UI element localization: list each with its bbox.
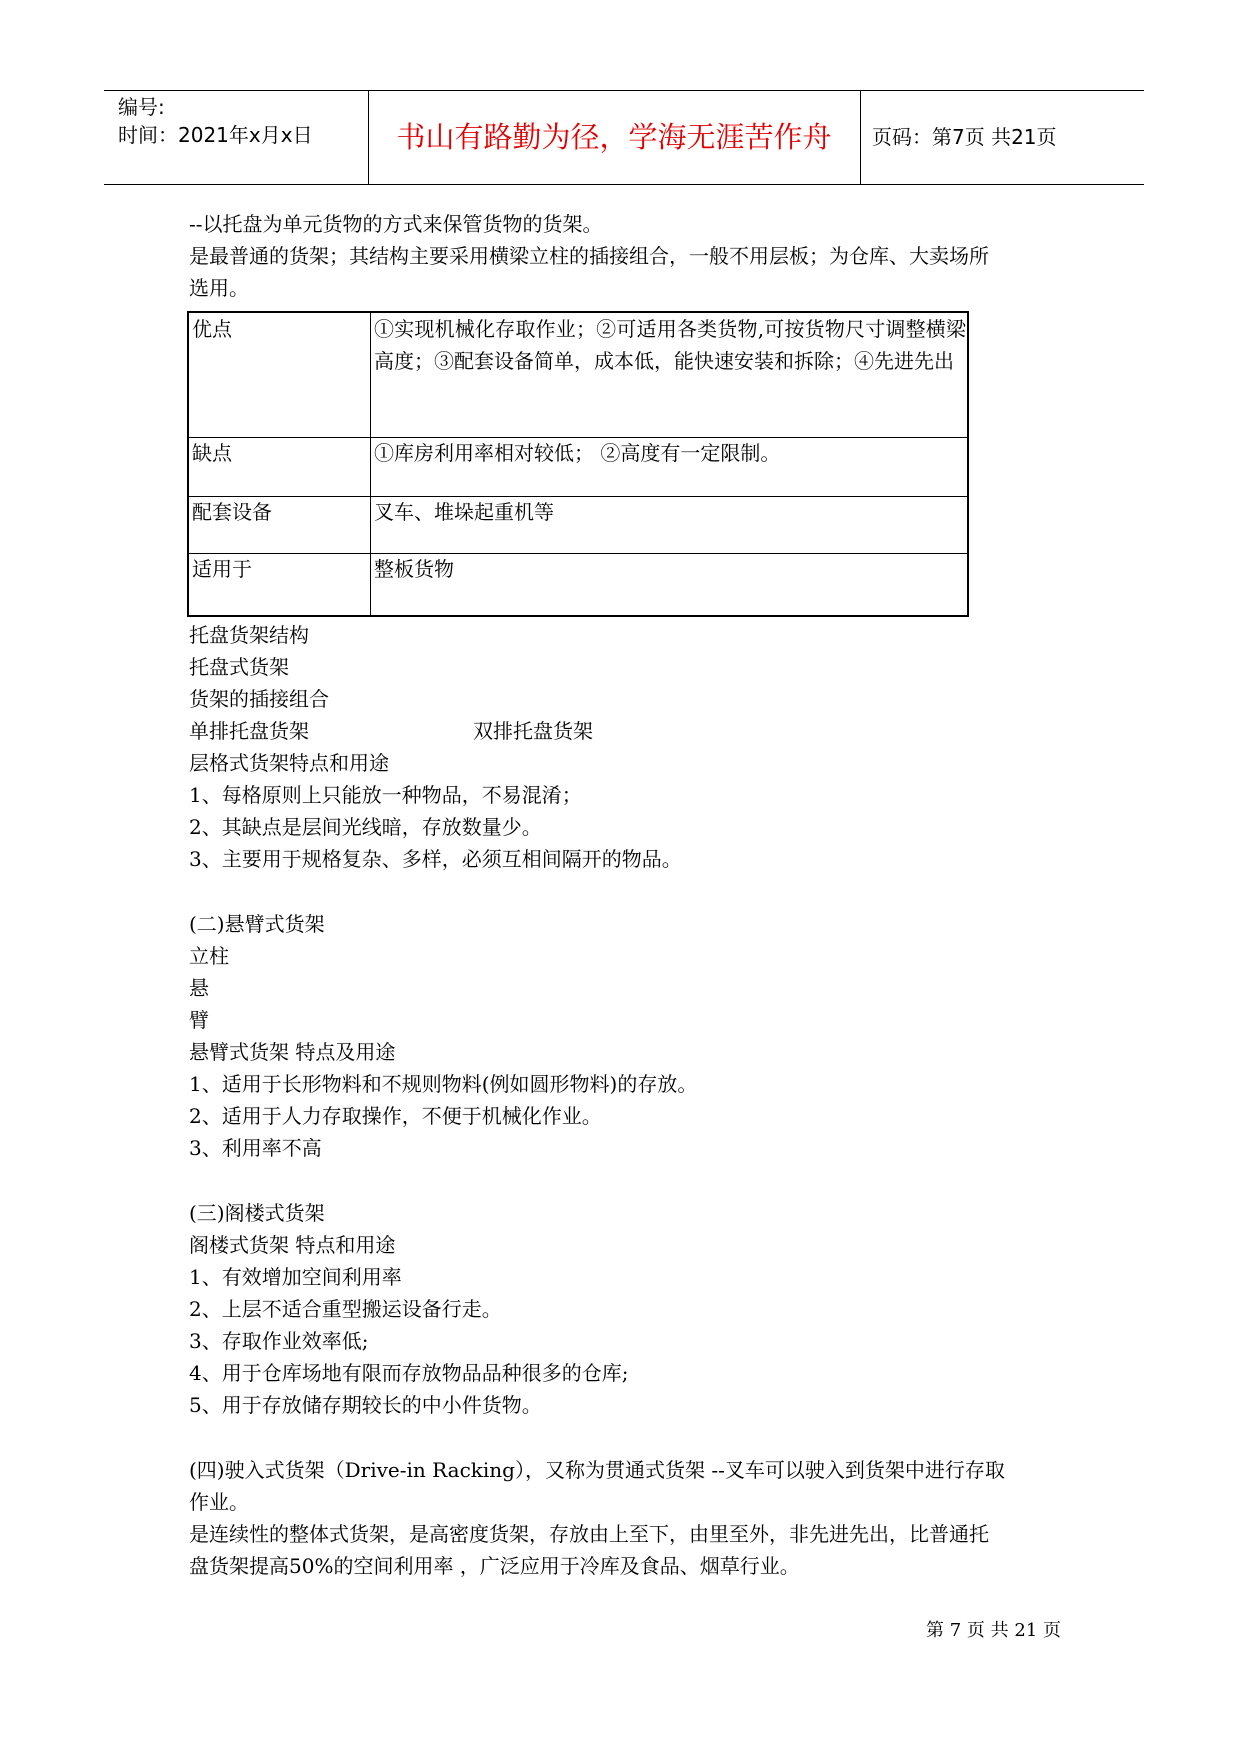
table-row-text: 叉车、堆垛起重机等 [374, 500, 554, 524]
body-line: 2、上层不适合重型搬运设备行走。 [189, 1297, 502, 1321]
section-heading: (四)驶入式货架（Drive-in Racking），又称为贯通式货架 --叉车可以驶入到货架中进行存取 [189, 1458, 1005, 1482]
intro-line: 是最普通的货架；其结构主要采用横梁立柱的插接组合，一般不用层板；为仓库、大卖场所 [189, 244, 989, 268]
header-motto: 书山有路勤为径，学海无涯苦作舟 [396, 120, 832, 154]
body-line: 悬臂式货架 特点及用途 [189, 1040, 396, 1064]
time-label: 时间：2021年x月x日 [118, 123, 313, 147]
body-line: 2、适用于人力存取操作，不便于机械化作业。 [189, 1104, 602, 1128]
table-column-divider [370, 313, 371, 615]
body-line: 盘货架提高50%的空间利用率 ，广泛应用于冷库及食品、烟草行业。 [189, 1554, 800, 1578]
double-rack-label: 双排托盘货架 [473, 719, 593, 743]
header-meta [118, 93, 313, 149]
body-line: 悬 [189, 976, 209, 1000]
table-row-text: ①库房利用率相对较低； ②高度有一定限制。 [374, 441, 781, 465]
body-line: 4、用于仓库场地有限而存放物品品种很多的仓库; [189, 1361, 629, 1385]
properties-table [187, 311, 969, 617]
body-line: 阁楼式货架 特点和用途 [189, 1233, 396, 1257]
body-line: 作业。 [189, 1490, 249, 1514]
number-label: 编号: [118, 95, 165, 119]
body-line: 层格式货架特点和用途 [189, 751, 389, 775]
body-line: 3、主要用于规格复杂、多样，必须互相间隔开的物品。 [189, 847, 682, 871]
section-heading: (二)悬臂式货架 [189, 912, 325, 936]
body-line: 是连续性的整体式货架，是高密度货架，存放由上至下，由里至外，非先进先出，比普通托 [189, 1522, 989, 1546]
intro-line: --以托盘为单元货物的方式来保管货物的货架。 [189, 212, 603, 236]
body-line: 货架的插接组合 [189, 687, 329, 711]
page-footer: 第 7 页 共 21 页 [926, 1620, 1061, 1641]
header-page-code: 页码：第7页 共21页 [872, 125, 1057, 149]
body-line: 立柱 [189, 944, 229, 968]
body-line: 臂 [189, 1008, 209, 1032]
page-header [104, 90, 1144, 185]
body-line: 3、利用率不高 [189, 1136, 322, 1160]
header-divider [860, 91, 861, 184]
section-heading: (三)阁楼式货架 [189, 1201, 325, 1225]
body-line: 托盘货架结构 [189, 623, 309, 647]
body-line: 1、每格原则上只能放一种物品，不易混淆； [189, 783, 582, 807]
body-line: 1、有效增加空间利用率 [189, 1265, 402, 1289]
table-row-text: ①实现机械化存取作业；②可适用各类货物,可按货物尺寸调整横梁高度；③配套设备简单，成本低，能快速安装和拆除；④先进先出 [374, 317, 966, 373]
body-line: 单排托盘货架 [189, 719, 309, 743]
table-row-label: 优点 [192, 317, 232, 341]
body-line: 5、用于存放储存期较长的中小件货物。 [189, 1393, 542, 1417]
body-line: 2、其缺点是层间光线暗，存放数量少。 [189, 815, 542, 839]
table-row-text: 整板货物 [374, 557, 454, 581]
table-row-label: 适用于 [192, 557, 252, 581]
intro-line: 选用。 [189, 276, 249, 300]
body-line: 3、存取作业效率低; [189, 1329, 369, 1353]
table-row-label: 缺点 [192, 441, 232, 465]
table-row-label: 配套设备 [192, 500, 272, 524]
body-line: 托盘式货架 [189, 655, 289, 679]
body-line: 1、适用于长形物料和不规则物料(例如圆形物料)的存放。 [189, 1072, 698, 1096]
